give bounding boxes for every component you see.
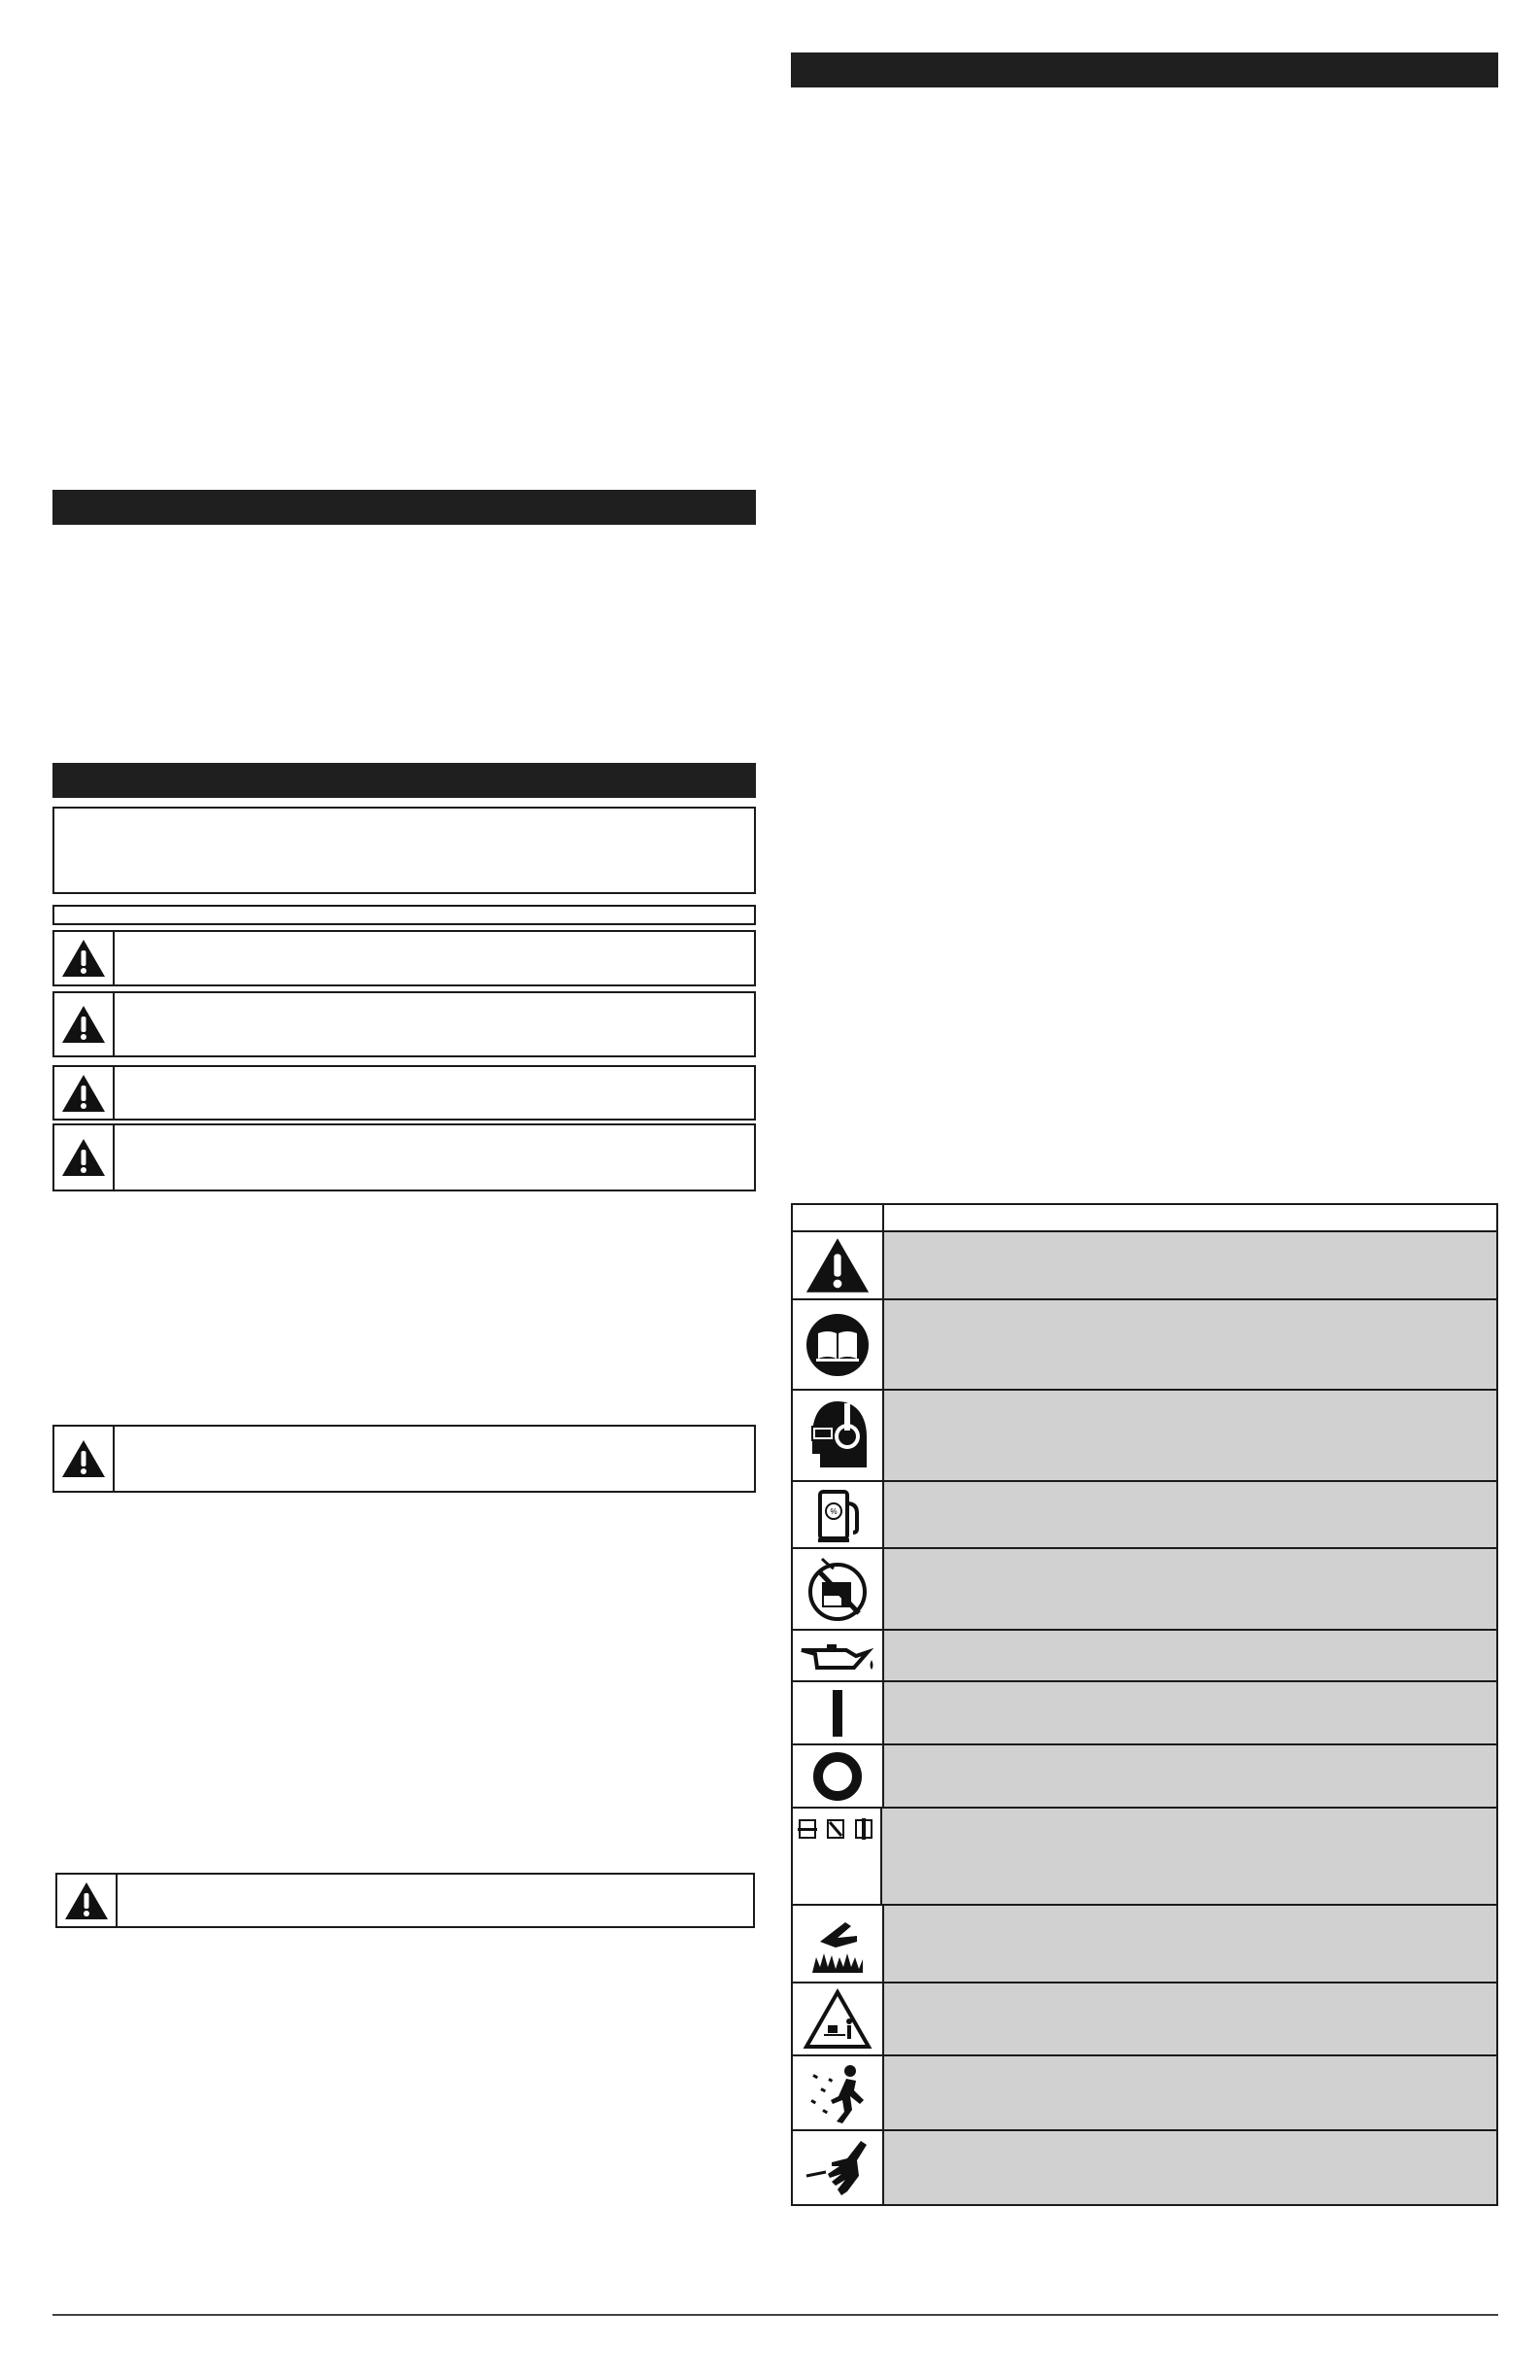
symbol-row: [793, 1300, 1496, 1391]
symbol-meaning: [884, 1631, 1496, 1680]
choke-positions-icon: [796, 1816, 877, 1842]
symbol-meaning: [884, 1549, 1496, 1629]
symbol-row: [793, 1482, 1496, 1549]
bystander-distance-icon: [803, 1988, 873, 2051]
symbol-meaning: [884, 1983, 1496, 2054]
warning-box: [52, 930, 756, 986]
warning-icon-cell: [54, 1427, 115, 1491]
section-header-bar-left-1: [52, 490, 756, 525]
symbol-row: [793, 1682, 1496, 1745]
warning-box: [52, 1425, 756, 1493]
warning-triangle-icon: [60, 1137, 107, 1178]
warning-icon-cell: [54, 1067, 115, 1119]
meaning-column-header: [884, 1205, 1496, 1230]
signal-word-strip: [52, 905, 756, 925]
warning-icon-cell: [57, 1875, 118, 1926]
notice-box: [52, 807, 756, 894]
warning-icon-cell: [54, 932, 115, 984]
warning-triangle-icon: [60, 1438, 107, 1479]
symbol-row: [793, 2056, 1496, 2131]
warning-text: [115, 1125, 754, 1190]
symbol-meaning: [884, 1300, 1496, 1389]
warning-box: [55, 1873, 755, 1928]
warning-box: [52, 1065, 756, 1121]
warning-icon-cell: [54, 1125, 115, 1190]
symbol-meaning: [884, 1232, 1496, 1298]
warning-box: [52, 1123, 756, 1191]
symbol-row: [793, 1809, 1496, 1906]
read-manual-icon: [804, 1312, 871, 1378]
warning-box: [52, 991, 756, 1057]
symbol-meaning: [884, 1482, 1496, 1547]
symbols-table-header: [793, 1205, 1496, 1232]
hot-surface-icon: [806, 1913, 869, 1975]
symbol-meaning: [884, 1682, 1496, 1743]
symbol-row: [793, 2131, 1496, 2204]
symbol-meaning: [884, 1745, 1496, 1807]
symbol-row: [793, 1391, 1496, 1482]
warning-triangle-icon: [60, 938, 107, 979]
warning-icon-cell: [54, 993, 115, 1055]
eye-ear-protection-icon: [803, 1397, 873, 1473]
off-symbol-icon: [811, 1750, 864, 1803]
warning-triangle-icon: [60, 1004, 107, 1045]
warning-text: [115, 1427, 754, 1491]
symbol-row: [793, 1631, 1496, 1682]
symbol-row: [793, 1549, 1496, 1631]
rotating-blade-hand-icon: [803, 2137, 873, 2199]
fuel-pump-icon: [808, 1486, 867, 1544]
thrown-objects-icon: [804, 2061, 872, 2125]
oil-can-icon: [798, 1637, 877, 1675]
symbol-row: [793, 1745, 1496, 1809]
warning-text: [115, 1067, 754, 1119]
symbol-meaning: [882, 1809, 1496, 1904]
footer-rule: [52, 2314, 1498, 2316]
symbol-meaning: [884, 1906, 1496, 1982]
warning-text: [115, 993, 754, 1055]
symbols-table: [791, 1203, 1498, 2206]
warning-triangle-icon: [60, 1073, 107, 1114]
symbol-row: [793, 1232, 1496, 1300]
symbol-meaning: [884, 2131, 1496, 2204]
warning-triangle-icon: [63, 1880, 110, 1921]
symbol-meaning: [884, 2056, 1496, 2129]
warning-triangle-icon: [804, 1235, 872, 1295]
symbol-column-header: [793, 1205, 884, 1230]
no-e85-fuel-icon: [804, 1555, 871, 1623]
warning-text: [115, 932, 754, 984]
symbol-row: [793, 1906, 1496, 1983]
svg-text:%: %: [830, 1506, 838, 1516]
on-symbol-icon: [823, 1688, 852, 1739]
section-header-bar-left-2: [52, 763, 756, 798]
section-header-bar-right: [791, 52, 1498, 87]
warning-text: [118, 1875, 753, 1926]
symbol-row: [793, 1983, 1496, 2056]
symbol-meaning: [884, 1391, 1496, 1480]
